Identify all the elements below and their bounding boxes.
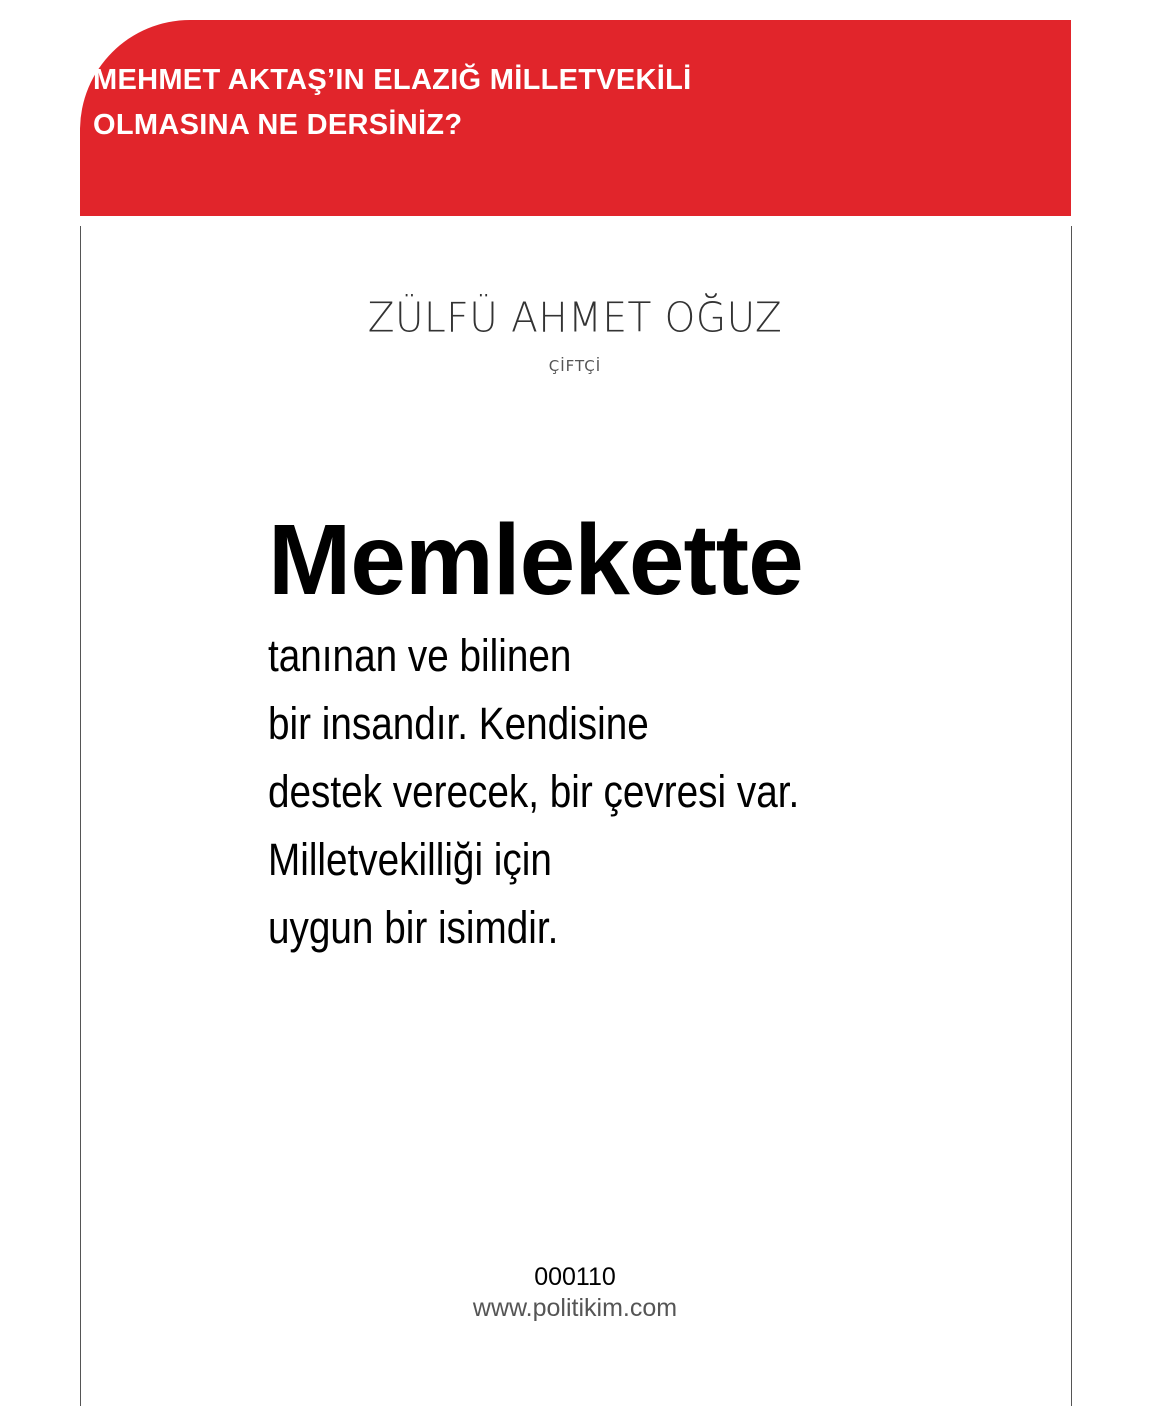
statement-line: Milletvekilliği için	[268, 834, 552, 885]
statement-headline: Memlekette	[268, 504, 803, 616]
author-name: ZÜLFÜ AHMET OĞUZ	[367, 294, 783, 343]
footer-code: 000110	[534, 1263, 616, 1291]
author-role: ÇİFTÇİ	[548, 357, 602, 375]
statement-line: destek verecek, bir çevresi var.	[268, 766, 800, 817]
header-title	[93, 58, 692, 148]
header-title-line-2: OLMASINA NE DERSİNİZ?	[93, 109, 463, 141]
header-title-line-1: MEHMET AKTAŞ’IN ELAZIĞ MİLLETVEKİLİ	[93, 64, 692, 96]
right-border-line	[1071, 226, 1072, 1406]
footer-website: www.politikim.com	[472, 1294, 678, 1322]
statement-line: uygun bir isimdir.	[268, 902, 559, 953]
statement-line: bir insandır. Kendisine	[268, 698, 649, 749]
statement-line: tanınan ve bilinen	[268, 630, 572, 681]
statement-body	[268, 622, 886, 962]
left-border-line	[80, 226, 81, 1406]
